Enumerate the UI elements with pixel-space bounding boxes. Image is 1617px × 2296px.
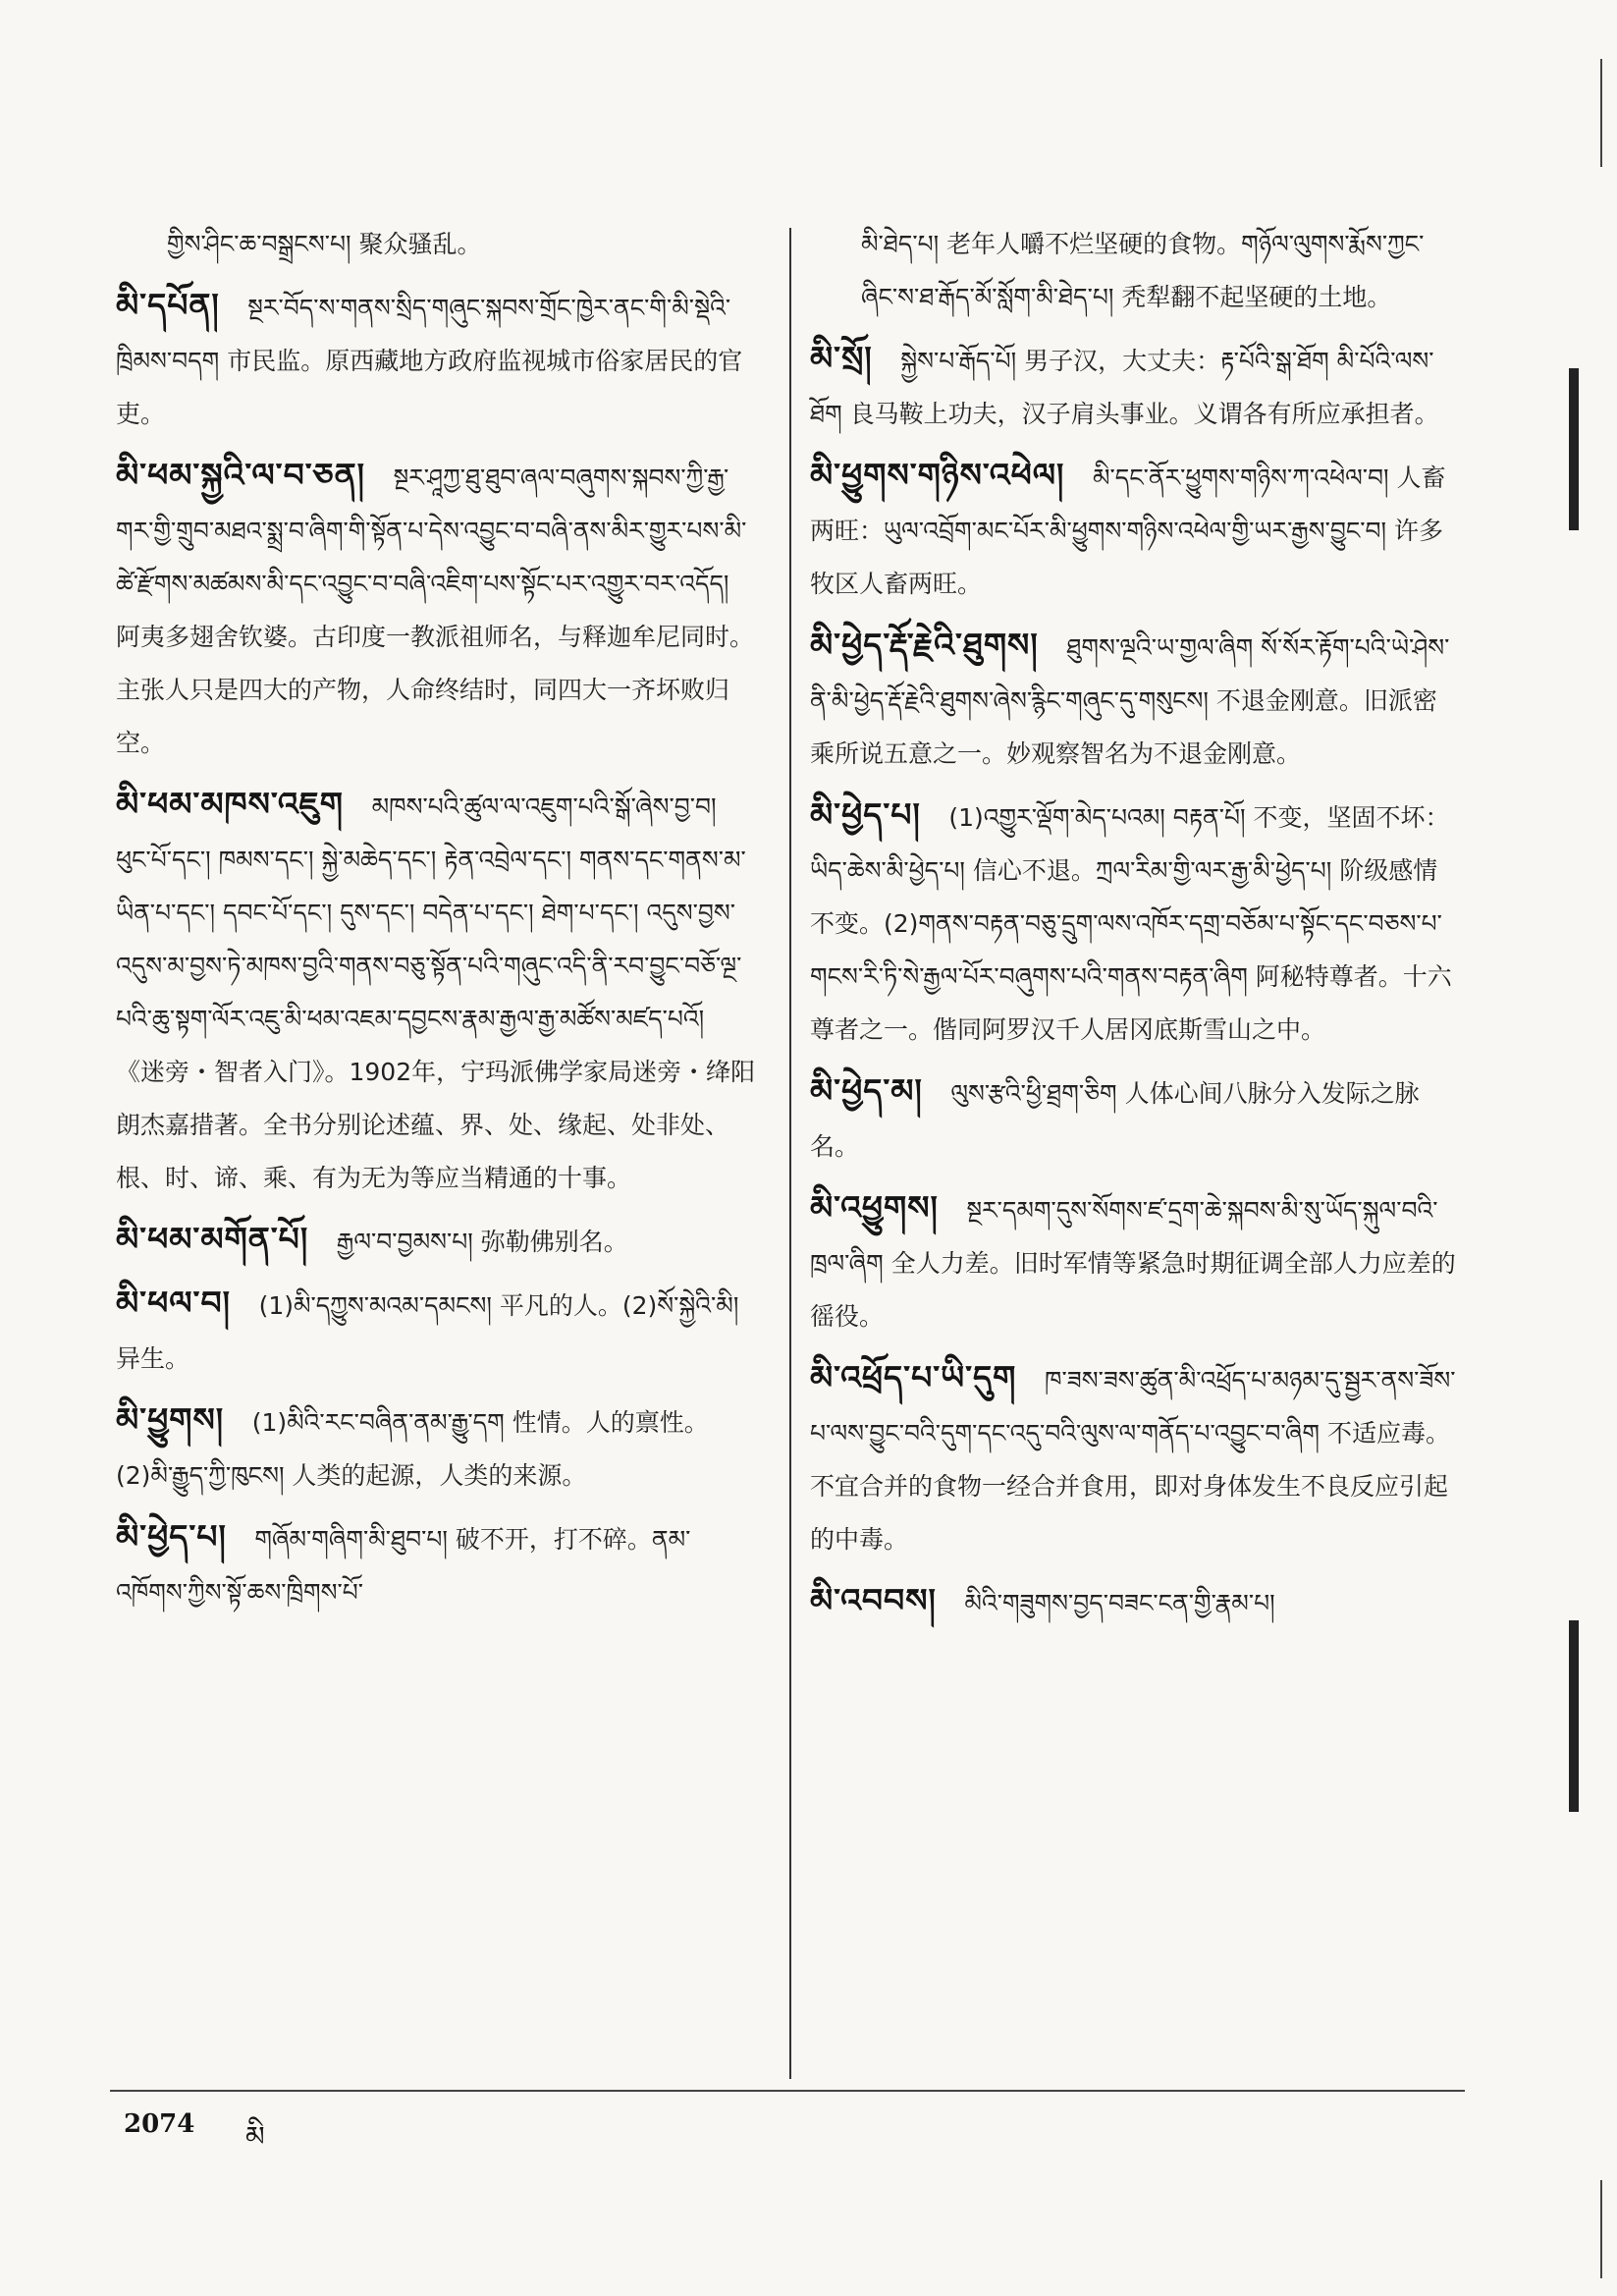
- entry: [116, 1213, 759, 1269]
- entry: [116, 449, 759, 770]
- headword: མི་ཕམ་མགོན་པོ།: [116, 1220, 309, 1258]
- headword: མི་ཕྱེད་རྡོ་རྗེའི་ཐུགས།: [810, 626, 1039, 664]
- entry-text: ཁ་ཟས་ཟས་ཚུན་མི་འཕྲོད་པ་མཉམ་དུ་སྦྱར་ནས་ཟོས་པ་ལས་བྱུང་བའི་དུག་དང་འདུ་བའི་ལུས་ལ་གནོད་པ་འབྱུང་བ་ཞིག 不适应毒。不宜合并的食物一经合并食用，即对身体发生不良反应引起的中毒。: [810, 1366, 1456, 1554]
- headword: མི་ཕྱུགས།: [116, 1400, 225, 1439]
- left-column: [116, 218, 759, 1619]
- entry: [116, 778, 759, 1205]
- scan-edge-mark: [1569, 1620, 1579, 1812]
- entry: [810, 218, 1458, 324]
- headword: མི་ཕམ་སྐྱའི་ལ་བ་ཅན།: [116, 456, 365, 494]
- entry-text: སྔར་བོད་ས་གནས་སྲིད་གཞུང་སྐབས་གྲོང་ཁྱེར་ནང་གི་མི་སྡེའི་ཁྲིམས་བདག 市民监。原西藏地方政府监视城市俗家居民的官吏。: [116, 294, 743, 428]
- headword: མི་ཕྱེད་མ།: [810, 1071, 923, 1110]
- scan-edge-line: [1600, 2180, 1602, 2278]
- headword: མི་འཕྱུགས།: [810, 1188, 939, 1227]
- entry-text: གཞོམ་གཞིག་མི་ཐུབ་པ། 破不开，打不碎。ནམ་འཁོགས་ཀྱིས་སྟོ་ཆས་ཁྲིགས་པོ་: [116, 1525, 691, 1607]
- section-letter: མི: [245, 2120, 265, 2153]
- page-number: 2074: [124, 2109, 195, 2139]
- headword: མི་དཔོན།: [116, 286, 220, 324]
- entry-text: མིའི་གཟུགས་བྱད་བཟང་ངན་གྱི་རྣམ་པ།: [964, 1589, 1275, 1617]
- entry: [810, 449, 1458, 611]
- entry-text: མི་དང་ནོར་ཕྱུགས་གཉིས་ཀ་འཕེལ་བ། 人畜两旺：ཡུལ་འབྲོག་མང་པོར་མི་ཕྱུགས་གཉིས་འཕེལ་གྱི་ཡར་རྒྱས་བྱུང་བ། 许多牧区人畜两旺。: [810, 464, 1446, 598]
- entry-text: (1)མི་དཀྱུས་མའམ་དམངས། 平凡的人。(2)སོ་སྐྱེའི་མི། 异生。: [116, 1291, 739, 1373]
- headword: མི་ཕྱེད་པ།: [810, 795, 921, 834]
- entry: [810, 1181, 1458, 1343]
- entry: [116, 218, 759, 271]
- entry-text: (1)མིའི་རང་བཞིན་ནམ་རྒྱུ་དག 性情。人的禀性。(2)མི་རྒྱུད་ཀྱི་ཁུངས། 人类的起源，人类的来源。: [116, 1408, 709, 1490]
- entry-text: མཁས་པའི་ཚུལ་ལ་འཇུག་པའི་སྒོ་ཞེས་བྱ་བ། ཕུང་པོ་དང་། ཁམས་དང་། སྐྱེ་མཆེད་དང་། རྟེན་འབྲེལ་དང་། གནས་དང་གནས་མ་ཡིན་པ་དང་། དབང་པོ་དང་། དུས་དང་། བདེན་པ་དང་། ཐེག་པ་དང་། འདུས་བྱས་འདུས་མ་བྱས་ཏེ་མཁས་བྱའི་གནས་བཅུ་སྟོན་པའི་གཞུང་འདི་ནི་རབ་བྱུང་བཅོ་ལྔ་པའི་ཆུ་སྟག་ལོར་འཇུ་མི་ཕམ་འཇམ་དབྱངས་རྣམ་རྒྱལ་རྒྱ་མཚོས་མཛད་པའོ། 《迷旁・智者入门》。1902年，宁玛派佛学家局迷旁・绛阳朗杰嘉措著。全书分别论述蕴、界、处、缘起、处非处、根、时、谛、乘、有为无为等应当精通的十事。: [116, 793, 756, 1192]
- entry: [116, 1394, 759, 1503]
- entry-text: (1)འགྱུར་ལྡོག་མེད་པའམ། བརྟན་པོ། 不变，坚固不坏：ཡིད་ཆེས་མི་ཕྱེད་པ། 信心不退。ཀྲལ་རིམ་གྱི་ལར་རྒྱ་མི་ཕྱེད་པ། 阶级感情不变。(2)གནས་བརྟན་བཅུ་དྲུག་ལས་འཁོར་དགྲ་བཅོམ་པ་སྟོང་དང་བཅས་པ་གངས་རི་ཏི་སེ་རྒྱལ་པོར་བཞུགས་པའི་གནས་བརྟན་ཞིག 阿秘特尊者。十六尊者之一。偕同阿罗汉千人居冈底斯雪山之中。: [810, 803, 1452, 1044]
- entry-text: རྒྱལ་བ་བྱམས་པ། 弥勒佛别名。: [336, 1228, 628, 1256]
- scan-edge-mark: [1569, 368, 1579, 530]
- entry-text: མི་ཐེད་པ། 老年人嚼不烂坚硬的食物。གཉོལ་ལུགས་རྨོས་ཀྱང་ཞིང་ས་ཐ་རྒོད་མོ་སློག་མི་ཐེད་པ། 秃犁翻不起坚硬的土地。: [861, 230, 1425, 311]
- entry: [116, 279, 759, 441]
- entry-text: སྔར་དམག་དུས་སོགས་ཛ་དྲག་ཆེ་སྐབས་མི་སུ་ཡོད་སྐུལ་བའི་ཁྲལ་ཞིག 全人力差。旧时军情等紧急时期征调全部人力应差的徭役。: [810, 1196, 1456, 1331]
- entry: [810, 789, 1458, 1057]
- headword: མི་ཕྱེད་པ།: [116, 1517, 227, 1556]
- right-column: [810, 218, 1458, 1630]
- column-divider: [789, 228, 791, 2079]
- headword: མི་སྲོ།: [810, 339, 873, 377]
- entry: [810, 619, 1458, 781]
- footer-rule: [110, 2090, 1465, 2092]
- entry: [116, 1277, 759, 1386]
- entry: [810, 1351, 1458, 1566]
- scan-edge-line: [1600, 59, 1602, 167]
- entry-text: ལུས་རྩའི་ཕྱི་ཐྲག་ཅིག 人体心间八脉分入发际之脉名。: [810, 1079, 1420, 1161]
- headword: མི་ཕམ་མཁས་འཇུག: [116, 785, 344, 823]
- entry: [810, 1574, 1458, 1630]
- entry-text: གྱིས་ཤིང་ཆ་བསྒྲངས་པ། 聚众骚乱。: [167, 230, 482, 258]
- headword: མི་ཕལ་བ།: [116, 1284, 231, 1322]
- headword: མི་འཕྲོད་པ་ཡི་དུག: [810, 1358, 1017, 1396]
- entry: [116, 1510, 759, 1619]
- entry: [810, 1065, 1458, 1174]
- entry-text: ཐུགས་ལྔའི་ཡ་གྱལ་ཞིག སོ་སོར་རྟོག་པའི་ཡེ་ཤེས་ནི་མི་ཕྱེད་རྡོ་རྗེའི་ཐུགས་ཞེས་རྙིང་གཞུང་དུ་གསུངས། 不退金刚意。旧派密乘所说五意之一。妙观察智名为不退金刚意。: [810, 633, 1450, 768]
- entry-text: སྔར་ཤཱཀྱ་ཐུ་ཐུབ་ཞལ་བཞུགས་སྐབས་ཀྱི་རྒྱ་གར་གྱི་གྲུབ་མཐའ་སྨྲ་བ་ཞིག་གི་སྟོན་པ་དེས་འབྱུང་བ་བཞི་ནས་མིར་གྱུར་པས་མི་ཚེ་རྫོགས་མཚམས་མི་དང་འབྱུང་བ་བཞི་འཇིག་པས་སྟོང་པར་འགྱུར་བར་འདོད། 阿夷多翅舍钦婆。古印度一教派祖师名，与释迦牟尼同时。主张人只是四大的产物，人命终结时，同四大一齐坏败归空。: [116, 464, 755, 757]
- entry: [810, 332, 1458, 441]
- headword: མི་འབབས།: [810, 1581, 937, 1619]
- entry-text: སྐྱེས་པ་རྒོད་པོ། 男子汉，大丈夫：རྟ་པོའི་སྒ་ཐོག མི་པོའི་ལས་ཐོག 良马鞍上功夫，汉子肩头事业。义谓各有所应承担者。: [810, 347, 1439, 428]
- headword: མི་ཕྱུགས་གཉིས་འཕེལ།: [810, 456, 1065, 494]
